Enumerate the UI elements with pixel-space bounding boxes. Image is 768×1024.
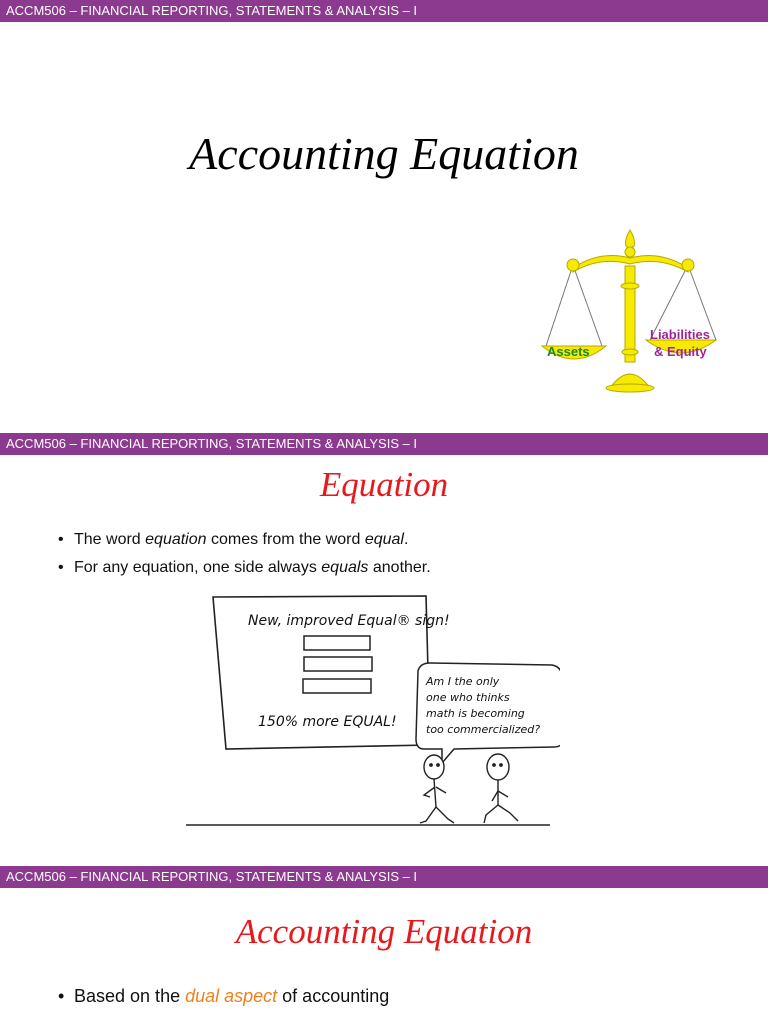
- sign-title: New, improved Equal® sign!: [248, 613, 450, 629]
- stick-figure-left: [420, 755, 454, 823]
- assets-label: Assets: [547, 344, 590, 359]
- emphasis-text: dual aspect: [185, 986, 278, 1006]
- bubble-line-4: too commercialized?: [426, 723, 541, 736]
- slide-1: [0, 0, 768, 433]
- bullet-list: [58, 982, 389, 1010]
- bullet-list: [58, 526, 431, 582]
- equity-label: & Equity: [654, 344, 707, 359]
- bubble-line-2: one who thinks: [426, 691, 510, 704]
- slide-3: [0, 866, 768, 1024]
- slide-title: Accounting Equation: [189, 128, 579, 179]
- slide-title: Accounting Equation: [235, 912, 533, 951]
- bullet-item: • Based on the dual aspect of accounting: [58, 986, 390, 1006]
- bullet-item: • The word equation comes from the word equal.: [58, 531, 409, 548]
- sign-footer: 150% more EQUAL!: [258, 714, 397, 730]
- bubble-line-3: math is becoming: [426, 707, 525, 720]
- emphasis-text: equals: [321, 559, 369, 576]
- stick-figure-right: [484, 754, 518, 823]
- bubble-line-1: Am I the only: [426, 675, 500, 688]
- emphasis-text: equal: [364, 531, 404, 548]
- slide-header: ACCM506 – FINANCIAL REPORTING, STATEMENTS & ANALYSIS – I: [0, 433, 768, 455]
- bullet-item: • For any equation, one side always equals another.: [58, 559, 431, 576]
- slide-header: ACCM506 – FINANCIAL REPORTING, STATEMENTS & ANALYSIS – I: [0, 0, 768, 22]
- cartoon-illustration: [180, 593, 560, 833]
- slide-header: ACCM506 – FINANCIAL REPORTING, STATEMENTS & ANALYSIS – I: [0, 866, 768, 888]
- liabilities-label: Liabilities: [650, 327, 710, 342]
- emphasis-text: equation: [145, 531, 207, 548]
- slide-2: [0, 433, 768, 866]
- balance-scale-illustration: [540, 228, 730, 394]
- slide-title: Equation: [319, 465, 449, 504]
